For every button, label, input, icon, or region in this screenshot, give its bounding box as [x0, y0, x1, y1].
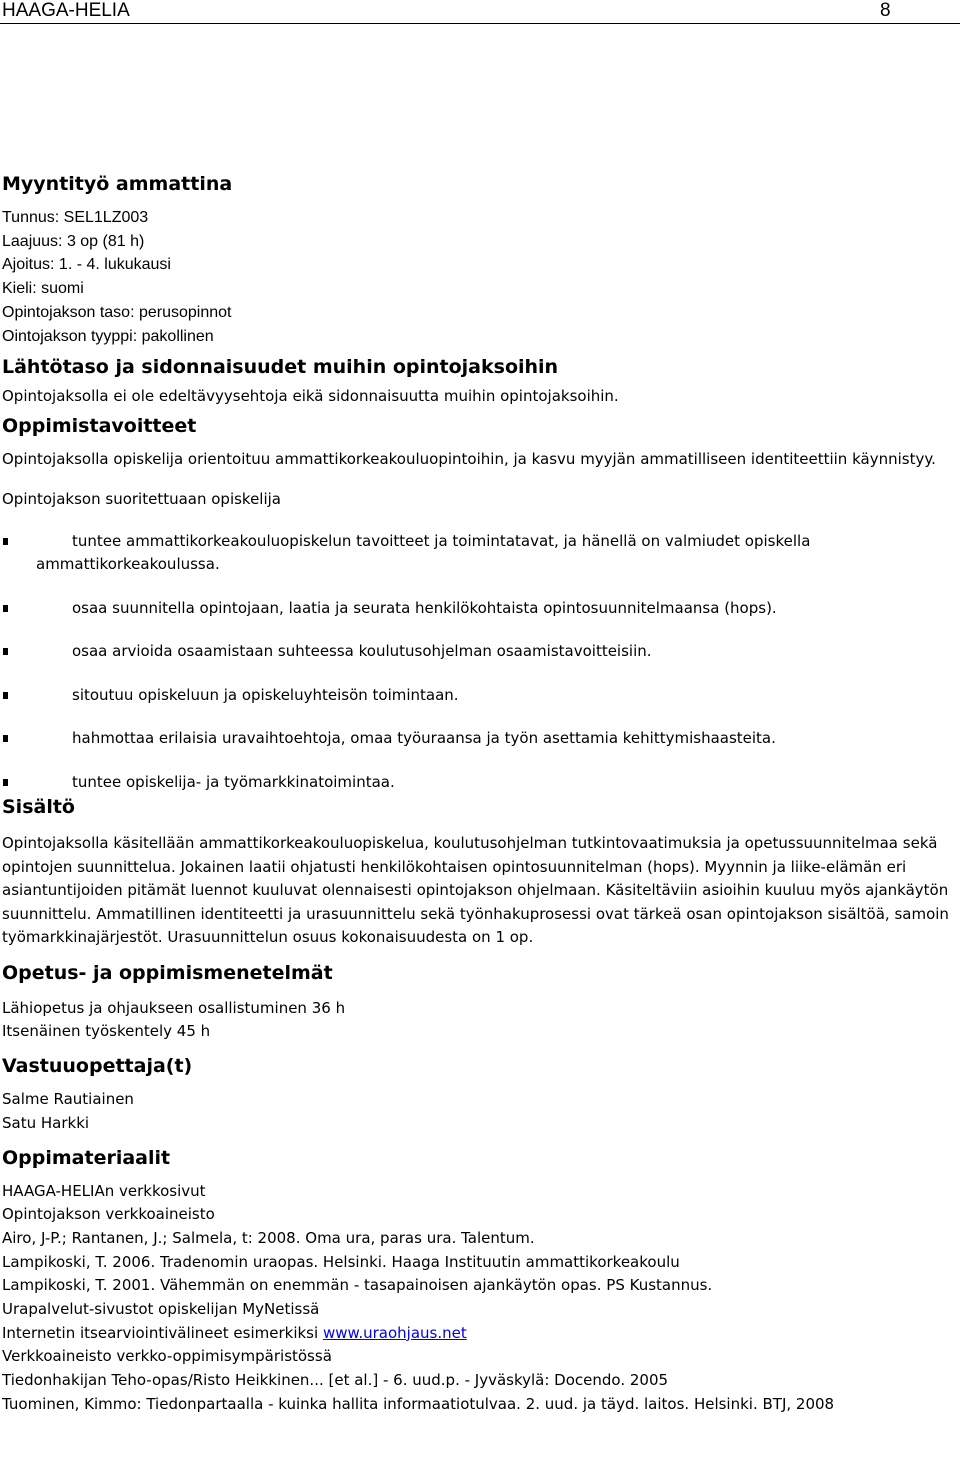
teachers-lines — [2, 1088, 960, 1135]
material-item — [2, 1322, 960, 1346]
objectives-intro: Opintojaksolla opiskelija orientoituu ammattikorkeakouluopintoihin, ja kasvu myyjän ammatilliseen identiteettiin käynnistyy. — [2, 449, 936, 468]
objectives-list — [2, 530, 960, 795]
meta-level: Opintojakson taso: perusopinnot — [2, 303, 232, 321]
course-meta — [2, 206, 960, 348]
material-item: Tuominen, Kimmo: Tiedonpartaalla - kuinka hallita informaatiotulvaa. 2. uud. ja täyd. laitos. Helsinki. BTJ, 2008 — [2, 1394, 835, 1413]
content-heading: Sisältö — [2, 796, 75, 819]
teachers-heading: Vastuuopettaja(t) — [2, 1055, 193, 1078]
teacher-name: Salme Rautiainen — [2, 1090, 134, 1109]
material-item: Lampikoski, T. 2006. Tradenomin uraopas. Helsinki. Haaga Instituutin ammattikorkeakoulu — [2, 1252, 680, 1271]
bullet-square-icon — [3, 605, 8, 612]
objectives-lead: Opintojakson suoritettuaan opiskelija — [2, 490, 282, 509]
list-item: hahmottaa erilaisia uravaihtoehtoja, omaa työuraansa ja työn asettamia kehittymishaasteita. — [2, 727, 960, 751]
material-link-prefix: Internetin itsearviointivälineet esimerkiksi — [2, 1323, 323, 1342]
meta-language: Kieli: suomi — [2, 280, 84, 298]
page-number: 8 — [880, 0, 891, 21]
list-item: tuntee ammattikorkeakouluopiskelun tavoitteet ja toimintatavat, ja hänellä on valmiudet opiskella ammattikorkeakoulussa. — [2, 530, 960, 577]
material-item: HAAGA-HELIAn verkkosivut — [2, 1181, 206, 1200]
material-item: Urapalvelut-sivustot opiskelijan MyNetissä — [2, 1300, 320, 1319]
list-item: osaa suunnitella opintojaan, laatia ja seurata henkilökohtaista opintosuunnitelmaansa (hops). — [2, 597, 960, 621]
material-item: Lampikoski, T. 2001. Vähemmän on enemmän - tasapainoisen ajankäytön opas. PS Kustannus. — [2, 1276, 713, 1295]
material-item: Opintojakson verkkoaineisto — [2, 1205, 215, 1224]
prereq-text: Opintojaksolla ei ole edeltävyysehtoja eikä sidonnaisuutta muihin opintojaksoihin. — [2, 387, 619, 406]
methods-contact: Lähiopetus ja ohjaukseen osallistuminen 36 h — [2, 998, 346, 1017]
meta-credits: Laajuus: 3 op (81 h) — [2, 232, 145, 250]
prereq-heading: Lähtötaso ja sidonnaisuudet muihin opintojaksoihin — [2, 356, 559, 379]
meta-timing: Ajoitus: 1. - 4. lukukausi — [2, 256, 171, 274]
methods-heading: Opetus- ja oppimismenetelmät — [2, 961, 333, 984]
list-item: sitoutuu opiskeluun ja opiskeluyhteisön toimintaan. — [2, 684, 960, 708]
course-title: Myyntityö ammattina — [2, 173, 233, 195]
material-item: Verkkoaineisto verkko-oppimisympäristössä — [2, 1347, 332, 1366]
methods-lines — [2, 997, 960, 1044]
meta-code: Tunnus: SEL1LZ003 — [2, 209, 149, 226]
bullet-square-icon — [3, 735, 8, 742]
materials-heading: Oppimateriaalit — [2, 1146, 171, 1169]
list-item: osaa arvioida osaamistaan suhteessa koulutusohjelman osaamistavoitteisiin. — [2, 640, 960, 664]
list-item: tuntee opiskelija- ja työmarkkinatoimintaa. — [2, 771, 960, 795]
bullet-square-icon — [3, 538, 8, 545]
header-brand: HAAGA-HELIA — [2, 0, 130, 21]
methods-independent: Itsenäinen työskentely 45 h — [2, 1022, 211, 1041]
document-body — [2, 172, 960, 1417]
content-text: Opintojaksolla käsitellään ammattikorkeakouluopiskelua, koulutusohjelman tutkintovaatimuksia ja opetussuunnitelmaa sekä opintojen suunnittelua. Jokainen laatii ohjatusti henkilökohtaisen opintosuunnitelman (hops). Myynnin ja liike-elämän eri asiantuntijoiden pitämät luennot kuuluvat olennaisesti opintojakson ohjelmaan. Käsiteltäviin asioihin kuuluu myös ajankäytön suunnittelu. Ammatillinen identiteetti ja urasuunnittelu sekä työnhakuprosessi ovat tärkeä osan opintojakson sisältöä, samoin työmarkkinajärjestöt. Urasuunnittelun osuus kokonaisuudesta on 1 op. — [2, 834, 949, 947]
material-item: Tiedonhakijan Teho-opas/Risto Heikkinen... [et al.] - 6. uud.p. - Jyväskylä: Docendo. 2005 — [2, 1371, 669, 1390]
bullet-square-icon — [3, 779, 8, 786]
materials-lines — [2, 1180, 960, 1417]
bullet-square-icon — [3, 648, 8, 655]
meta-type: Ointojakson tyyppi: pakollinen — [2, 327, 214, 345]
objectives-heading: Oppimistavoitteet — [2, 414, 197, 437]
material-item: Airo, J-P.; Rantanen, J.; Salmela, t: 2008. Oma ura, paras ura. Talentum. — [2, 1228, 535, 1247]
teacher-name: Satu Harkki — [2, 1113, 90, 1132]
uraohjaus-link[interactable]: www.uraohjaus.net — [322, 1323, 467, 1342]
bullet-square-icon — [3, 692, 8, 699]
page-header — [0, 0, 960, 24]
